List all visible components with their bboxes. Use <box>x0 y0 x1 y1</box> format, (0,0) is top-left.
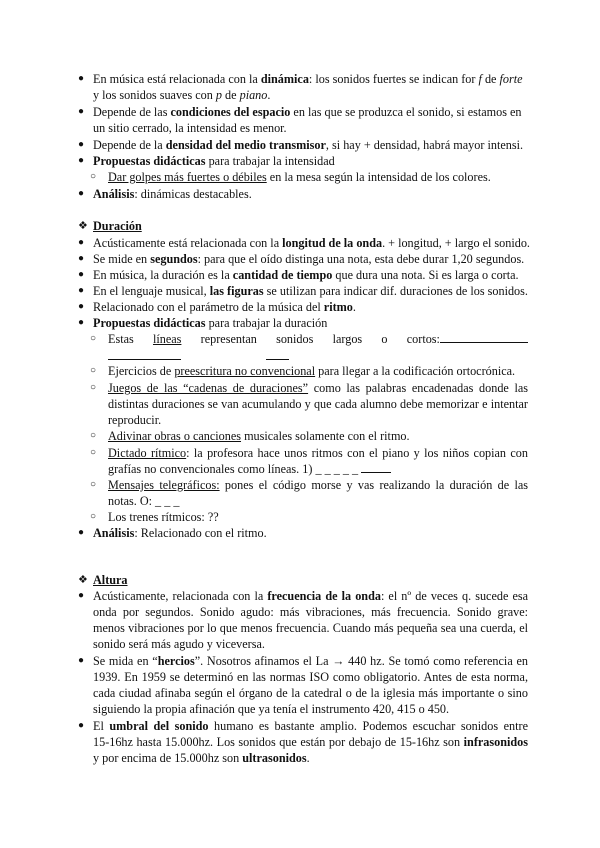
bullet-icon: ● <box>78 155 85 166</box>
circle-bullet-icon: ○ <box>90 479 97 490</box>
bullet-icon: ● <box>78 285 85 296</box>
circle-bullet-icon: ○ <box>90 171 97 182</box>
paragraph-duracion-3: En música, la duración es la cantidad de tiempo que dura una nota. Si es larga o corta. <box>93 268 519 282</box>
paragraph-dinamica-3: Depende de la densidad del medio transmisor, si hay + densidad, habrá mayor intensi. <box>93 138 524 152</box>
blank-line <box>361 461 391 473</box>
paragraph-dinamica-5: Análisis: dinámicas destacables. <box>93 187 252 201</box>
circle-bullet-icon: ○ <box>90 511 97 522</box>
paragraph-altura-3: El umbral del sonido humano es bastante amplio. Podemos escuchar sonidos entre <box>93 719 528 733</box>
bullet-icon: ● <box>78 188 85 199</box>
diamond-bullet-icon: ❖ <box>78 220 88 232</box>
paragraph-duracion-2: Se mide en segundos: para que el oído distinga una nota, esta debe durar 1,20 segundos. <box>93 252 525 266</box>
subitem-duracion-3-end: reproducir. <box>108 413 162 427</box>
paragraph-altura-3-l2: 15-16hz hasta 15.000hz. Los sonidos que están por debajo de 15-16hz son infrasonidos <box>93 735 528 749</box>
subitem-duracion-6-cont: notas. O: _ _ _ <box>108 494 180 508</box>
circle-bullet-icon: ○ <box>90 333 97 344</box>
paragraph-altura-2: Se mida en “hercios”. Nosotros afinamos el La → 440 hz. Se tomó como referencia en <box>93 654 528 668</box>
paragraph-duracion-5: Relacionado con el parámetro de la música del ritmo. <box>93 300 356 314</box>
bullet-icon: ● <box>78 720 85 731</box>
subitem-duracion-3: Juegos de las “cadenas de duraciones” como las palabras encadenadas donde las <box>108 381 528 395</box>
subitem-duracion-5-cont: grafías no convencionales como líneas. 1) _ _ _ _ _ <box>108 461 528 477</box>
bullet-icon: ● <box>78 590 85 601</box>
subitem-dinamica-1: Dar golpes más fuertes o débiles en la mesa según la intensidad de los colores. <box>108 170 491 184</box>
bullet-icon: ● <box>78 253 85 264</box>
bullet-icon: ● <box>78 301 85 312</box>
paragraph-dinamica-2-cont: un sitio cerrado, la intensidad es menor. <box>93 121 287 135</box>
blank-line <box>440 331 528 343</box>
subitem-duracion-4: Adivinar obras o canciones musicales solamente con el ritmo. <box>108 429 410 443</box>
paragraph-dinamica-1: En música está relacionada con la dinámica: los sonidos fuertes se indican for f de forte <box>93 72 523 86</box>
paragraph-duracion-6: Propuestas didácticas para trabajar la duración <box>93 316 328 330</box>
circle-bullet-icon: ○ <box>90 382 97 393</box>
subitem-duracion-3-cont: distintas duraciones se van acumulando y que cada alumno debe memorizar e intentar <box>108 397 528 411</box>
paragraph-dinamica-2: Depende de las condiciones del espacio en las que se produzca el sonido, si estamos en <box>93 105 522 119</box>
paragraph-altura-1-l4: sonido será más agudo y viceversa. <box>93 637 265 651</box>
paragraph-altura-2-l4: siguiendo la propia afinación que ya tenía el instrumento 420, 415 o 450. <box>93 702 450 716</box>
bullet-icon: ● <box>78 655 85 666</box>
circle-bullet-icon: ○ <box>90 365 97 376</box>
paragraph-altura-3-l3: y por encima de 15.000hz son ultrasonidos. <box>93 751 310 765</box>
circle-bullet-icon: ○ <box>90 447 97 458</box>
heading-duracion: Duración <box>93 219 142 233</box>
subitem-duracion-1: Estas líneas representan sonidos largos o cortos: <box>108 331 528 347</box>
diamond-bullet-icon: ❖ <box>78 574 88 586</box>
subitem-duracion-6: Mensajes telegráficos: pones el código morse y vas realizando la duración de las <box>108 478 528 492</box>
paragraph-altura-1: Acústicamente, relacionada con la frecuencia de la onda: el nº de veces q. sucede esa <box>93 589 529 603</box>
subitem-duracion-5: Dictado rítmico: la profesora hace unos ritmos con el piano y los niños copian con <box>108 446 528 460</box>
paragraph-altura-1-l2: onda por segundos. Sonido agudo: más vibraciones, más frecuencia. Sonido grave: <box>93 605 528 619</box>
subitem-duracion-7: Los trenes rítmicos: ?? <box>108 510 219 524</box>
bullet-icon: ● <box>78 237 85 248</box>
bullet-icon: ● <box>78 139 85 150</box>
bullet-icon: ● <box>78 73 85 84</box>
bullet-icon: ● <box>78 269 85 280</box>
bullet-icon: ● <box>78 317 85 328</box>
subitem-duracion-2: Ejercicios de preescritura no convencional para llegar a la codificación ortocrónica. <box>108 364 516 378</box>
paragraph-duracion-7: Análisis: Relacionado con el ritmo. <box>93 526 267 540</box>
heading-altura: Altura <box>93 573 128 587</box>
paragraph-altura-2-l3: cada ciudad afinaba según el órgano de la catedral o de la iglesia más importante o sino <box>93 686 528 700</box>
paragraph-dinamica-1-cont: y los sonidos suaves con p de piano. <box>93 88 271 102</box>
paragraph-dinamica-4: Propuestas didácticas para trabajar la intensidad <box>93 154 335 168</box>
paragraph-altura-1-l3: menos vibraciones por lo que menos frecuencia. Cuando más pequeña sea una cuerda, el <box>93 621 528 635</box>
circle-bullet-icon: ○ <box>90 430 97 441</box>
blank-line <box>266 347 289 360</box>
paragraph-duracion-4: En el lenguaje musical, las figuras se utilizan para indicar dif. duraciones de los sonidos. <box>93 284 528 298</box>
bullet-icon: ● <box>78 527 85 538</box>
paragraph-duracion-1: Acústicamente está relacionada con la longitud de la onda. + longitud, + largo el sonido. <box>93 236 530 250</box>
paragraph-altura-2-l2: 1939. En 1959 se determinó en las normas ISO como obligatorio. Antes de esta norma, <box>93 670 528 684</box>
bullet-icon: ● <box>78 106 85 117</box>
blank-line <box>108 347 181 360</box>
